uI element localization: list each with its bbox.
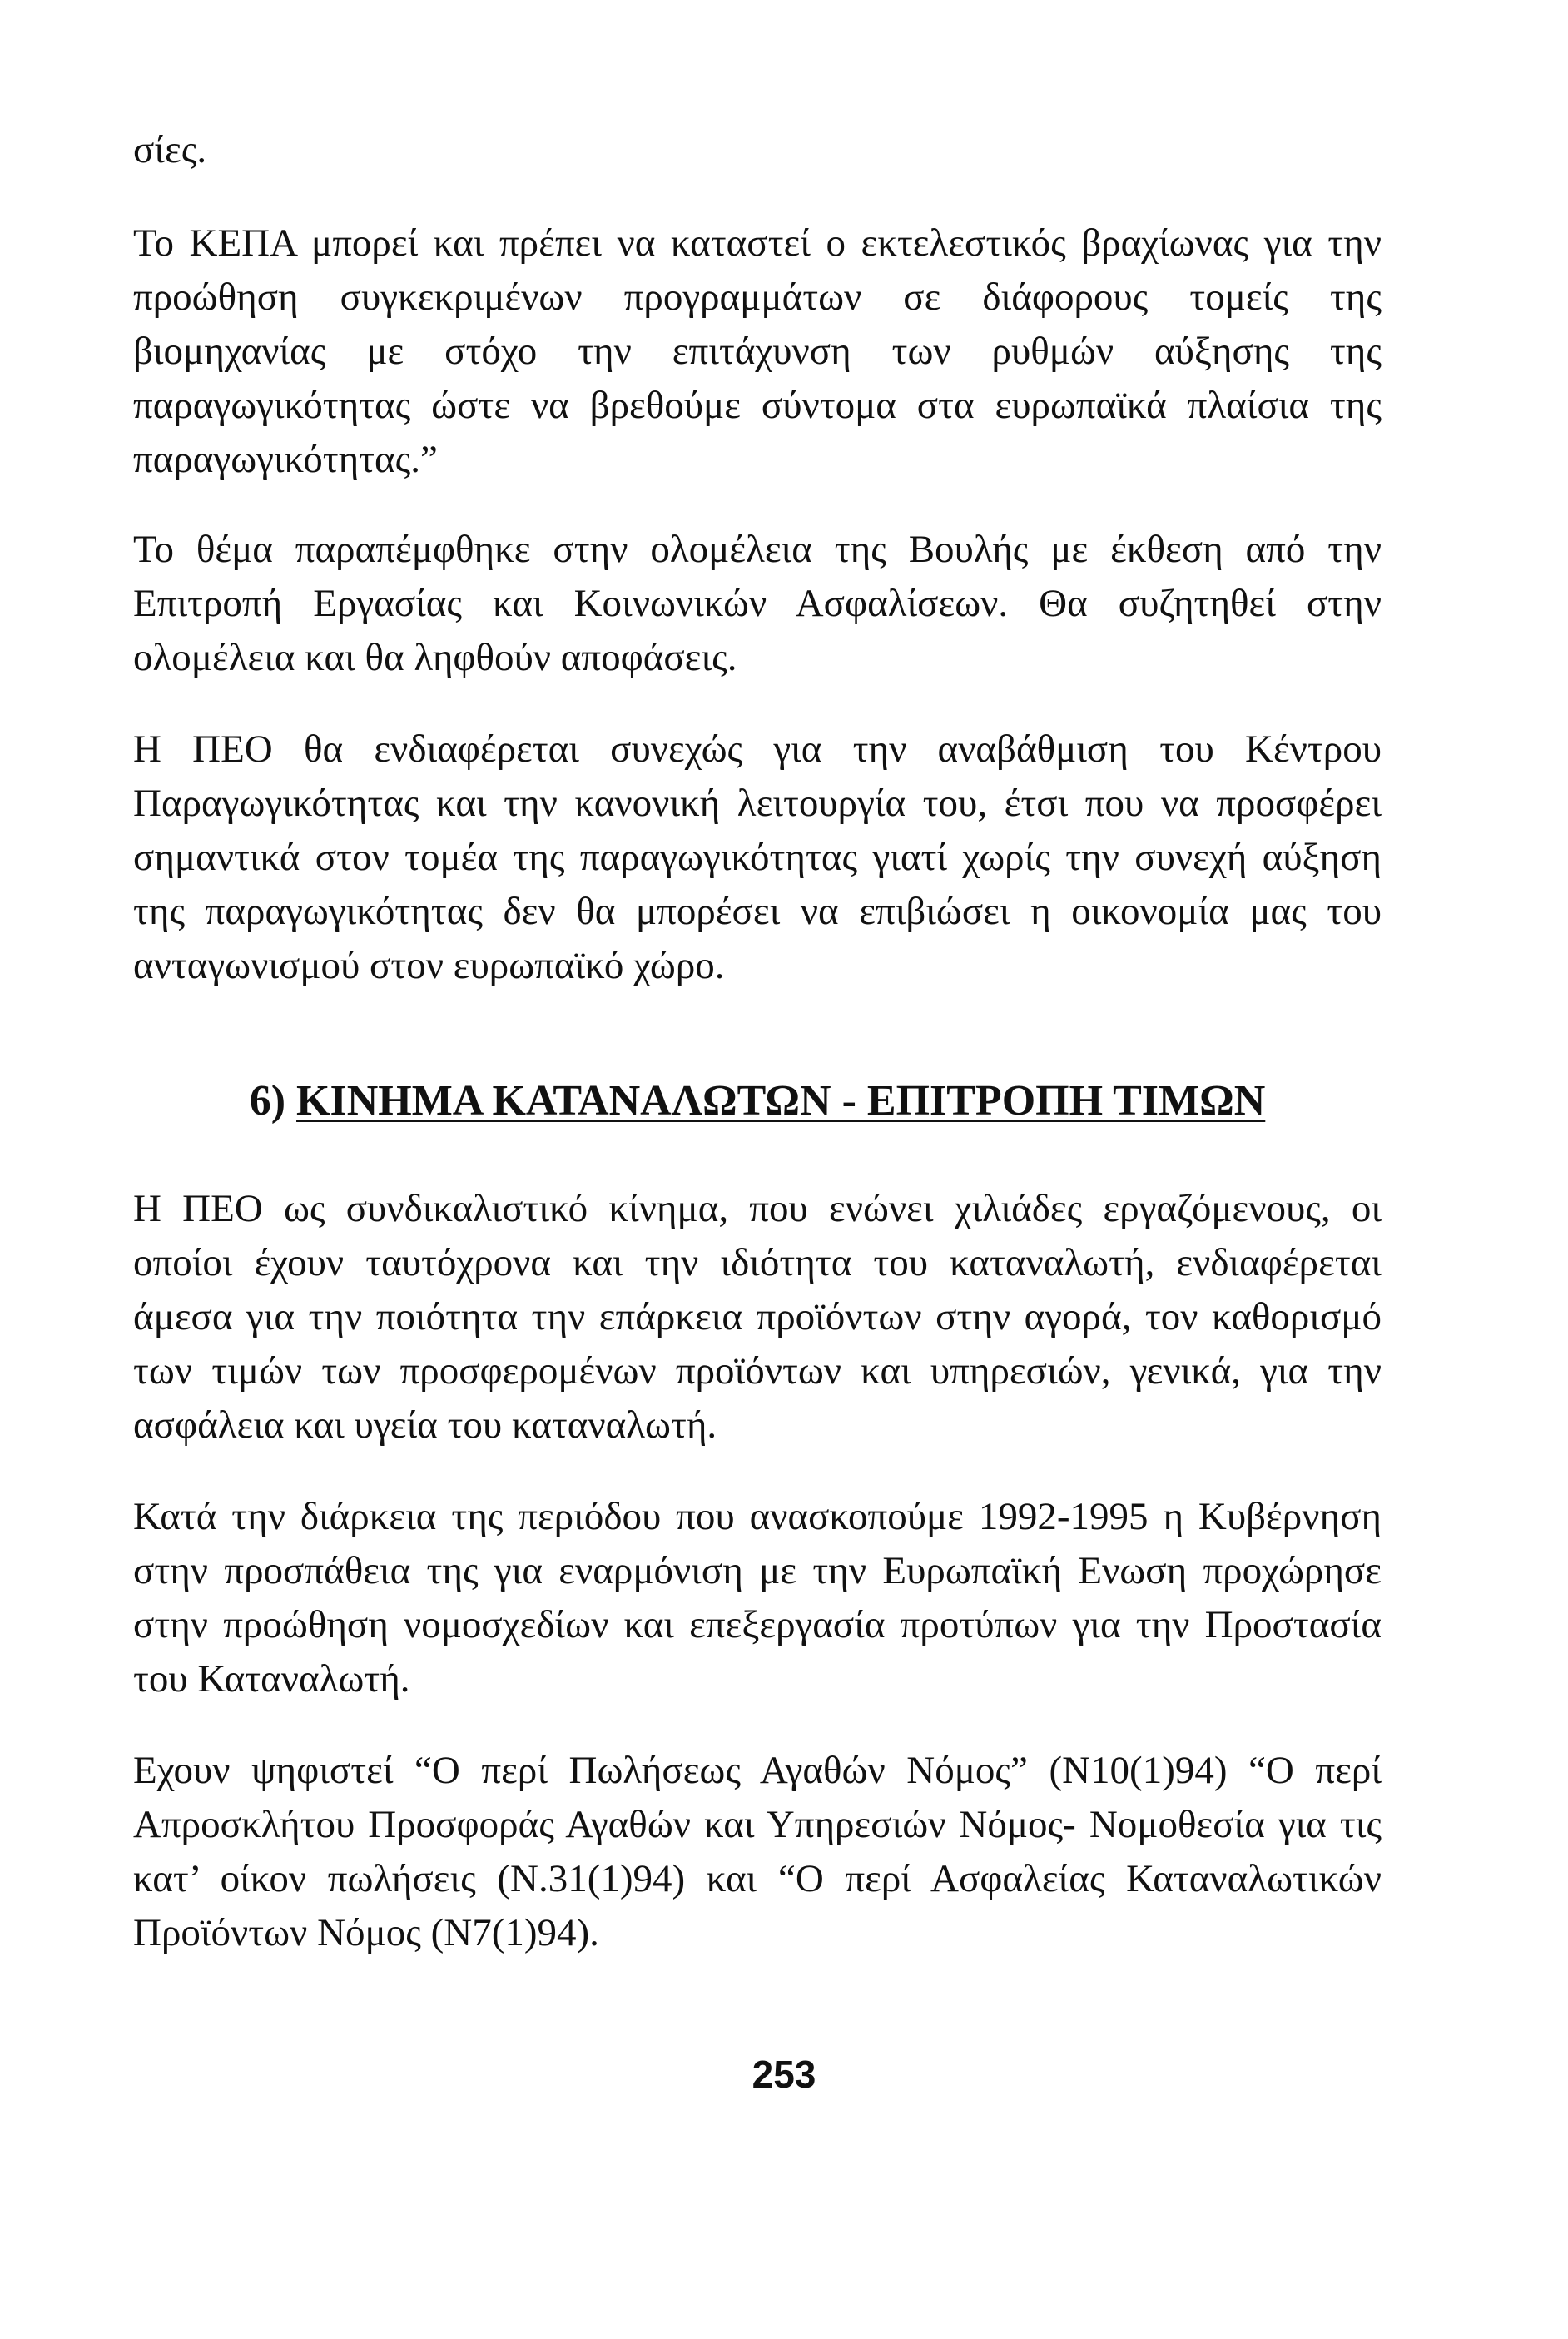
paragraph-parliament-referral: Το θέμα παραπέμφθηκε στην ολομέλεια της Βουλής με έκθεση από την Επιτροπή Εργασίας και Κοινωνικών Ασφαλίσεων. Θα συζητηθεί στην ολομέλεια και θα ληφθούν αποφάσεις. [133, 528, 1382, 679]
section-number: 6) [249, 1077, 286, 1125]
paragraph-productivity-centre: Η ΠΕΟ θα ενδιαφέρεται συνεχώς για την αναβάθμιση του Κέντρου Παραγωγικότητας και την κανονική λειτουργία του, έτσι που να προσφέρει σημαντικά στον τομέα της παραγωγικότητας γιατί χωρίς την συνεχή αύξηση της παραγωγικότητας δεν θα μπορέσει να επιβιώσει η οικονομία μας του ανταγωνισμού στον ευρωπαϊκό χώρο. [133, 728, 1382, 987]
page-number: 253 [752, 2053, 816, 2096]
paragraph-kepa: Το ΚΕΠΑ μπορεί και πρέπει να καταστεί ο εκτελεστικός βραχίωνας για την προώθηση συγκεκριμένων προγραμμάτων σε διάφορους τομείς της βιομηχανίας με στόχο την επιτάχυνση των ρυθμών αύξησης της παραγωγικότητας ώστε να βρεθούμε σύντομα στα ευρωπαϊκά πλαίσια της παραγωγικότητας.” [133, 221, 1382, 481]
paragraph-laws-passed: Εχουν ψηφιστεί “Ο περί Πωλήσεως Αγαθών Νόμος” (Ν10(1)94) “Ο περί Απροσκλήτου Προσφοράς Αγαθών και Υπηρεσιών Νόμος- Νομοθεσία για τις κατ’ οίκον πωλήσεις (Ν.31(1)94) και “Ο περί Ασφαλείας Καταναλωτικών Προϊόντων Νόμος (Ν7(1)94). [133, 1749, 1382, 1954]
section-heading [133, 1072, 1382, 1130]
paragraph-review-period: Κατά την διάρκεια της περιόδου που ανασκοπούμε 1992-1995 η Κυβέρνηση στην προσπάθεια της για εναρμόνιση με την Ευρωπαϊκή Ενωση προχώρησε στην προώθηση νομοσχεδίων και επεξεργασία προτύπων για την Προστασία του Καταναλωτή. [133, 1495, 1382, 1701]
section-title: ΚΙΝΗΜΑ ΚΑΤΑΝΑΛΩΤΩΝ - ΕΠΙΤΡΟΠΗ ΤΙΜΩΝ [296, 1077, 1266, 1125]
paragraph-consumer-movement: Η ΠΕΟ ως συνδικαλιστικό κίνημα, που ενώνει χιλιάδες εργαζόμενους, οι οποίοι έχουν ταυτόχρονα και την ιδιότητα του καταναλωτή, ενδιαφέρεται άμεσα για την ποιότητα την επάρκεια προϊόντων στην αγορά, τον καθορισμό των τιμών των προσφερομένων προϊόντων και υπηρεσιών, γενικά, για την ασφάλεια και υγεία του καταναλωτή. [133, 1187, 1382, 1447]
paragraph-continuation: σίες. [133, 128, 207, 171]
